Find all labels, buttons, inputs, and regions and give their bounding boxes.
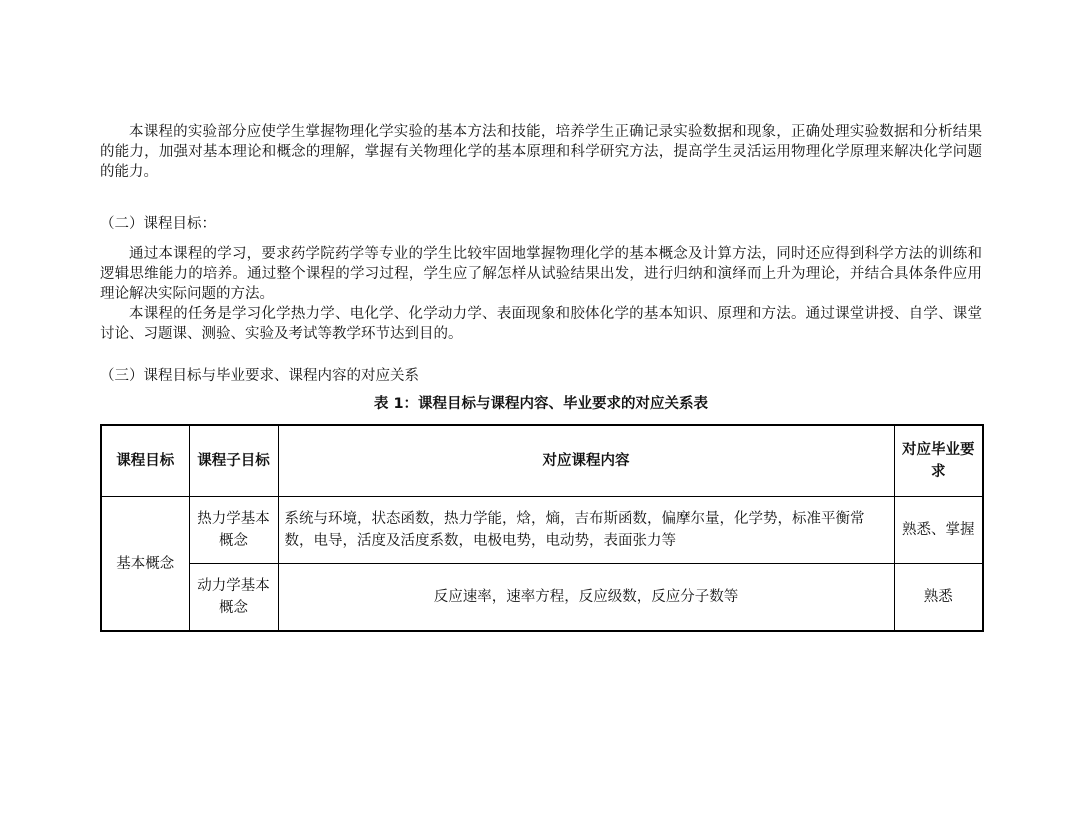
content-cell: 系统与环境，状态函数，热力学能，焓，熵，吉布斯函数，偏摩尔量，化学势，标准平衡常数，电导，活度及活度系数，电极电势，电动势，表面张力等 (278, 497, 894, 564)
table-header-row (101, 425, 983, 497)
goals-mapping-table (100, 424, 984, 632)
section-heading-mapping: （三）课程目标与毕业要求、课程内容的对应关系 (100, 368, 419, 384)
header-graduation-requirement: 对应毕业要求 (894, 425, 983, 497)
header-sub-goal: 课程子目标 (189, 425, 278, 497)
header-course-content: 对应课程内容 (278, 425, 894, 497)
content-cell: 反应速率，速率方程，反应级数，反应分子数等 (278, 564, 894, 632)
table-row (101, 564, 983, 632)
section-heading-course-goals: （二）课程目标： (100, 216, 216, 232)
sub-goal-cell: 热力学基本概念 (189, 497, 278, 564)
requirement-cell: 熟悉 (894, 564, 983, 632)
group-label-cell: 基本概念 (101, 497, 189, 632)
table-caption: 表 1：课程目标与课程内容、毕业要求的对应关系表 (373, 396, 709, 412)
intro-paragraph: 本课程的实验部分应使学生掌握物理化学实验的基本方法和技能，培养学生正确记录实验数据和现象，正确处理实验数据和分析结果的能力，加强对基本理论和概念的理解，掌握有关物理化学的基本原理和科学研究方法，提高学生灵活运用物理化学原理来解决化学问题的能力。 (100, 124, 982, 180)
document-body (100, 122, 982, 632)
table-row (101, 497, 983, 564)
requirement-cell: 熟悉、掌握 (894, 497, 983, 564)
header-course-goal: 课程目标 (101, 425, 189, 497)
sub-goal-cell: 动力学基本概念 (189, 564, 278, 632)
course-goals-paragraph-1: 通过本课程的学习，要求药学院药学等专业的学生比较牢固地掌握物理化学的基本概念及计算方法，同时还应得到科学方法的训练和逻辑思维能力的培养。通过整个课程的学习过程，学生应了解怎样从试验结果出发，进行归纳和演绎而上升为理论，并结合具体条件应用理论解决实际问题的方法。 (100, 246, 982, 302)
course-goals-paragraph-2: 本课程的任务是学习化学热力学、电化学、化学动力学、表面现象和胶体化学的基本知识、原理和方法。通过课堂讲授、自学、课堂讨论、习题课、测验、实验及考试等教学环节达到目的。 (100, 306, 982, 342)
